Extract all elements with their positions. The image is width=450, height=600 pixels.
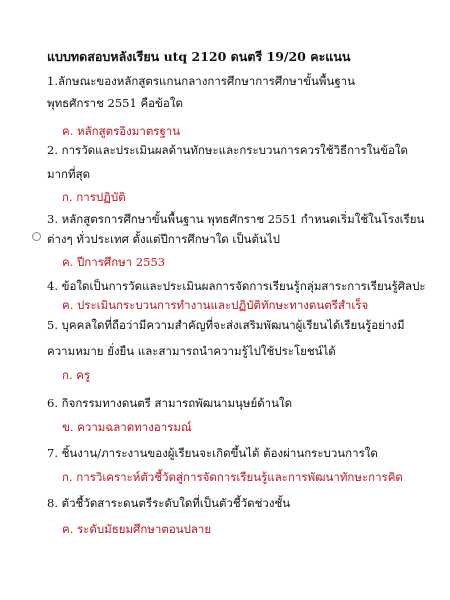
answer-5: ก. ครู: [62, 368, 91, 382]
question-6-line-1: 6. กิจกรรมทางดนตรี สามารถพัฒนามนุษย์ด้านใด: [47, 396, 293, 410]
answer-3: ค. ปีการศึกษา 2553: [62, 255, 166, 269]
question-8-line-1: 8. ตัวชี้วัดสาระดนตรีระดับใดที่เป็นตัวชี้วัดช่วงชั้น: [47, 496, 291, 510]
answer-6: ข. ความฉลาดทางอารมณ์: [62, 420, 192, 434]
answer-7: ก. การวิเคราะห์ตัวชี้วัดสู่การจัดการเรียนรู้และการพัฒนาทักษะการคิด: [62, 470, 403, 484]
question-1-line-1: 1.ลักษณะของหลักสูตรแกนกลางการศึกษาการศึกษาขั้นพื้นฐาน: [47, 74, 355, 88]
page-title: แบบทดสอบหลังเรียน utq 2120 ดนตรี 19/20 คะแนน: [47, 49, 351, 64]
question-7-line-1: 7. ชิ้นงาน/ภาระงานของผู้เรียนจะเกิดขึ้นได้ ต้องผ่านกระบวนการใด: [47, 446, 378, 460]
question-2-line-1: 2. การวัดและประเมินผลด้านทักษะและกระบวนการควรใช้วิธีการในข้อใด: [47, 143, 409, 157]
question-5-line-2: ความหมาย ยั่งยืน และสามารถนำความรู้ไปใช้ประโยชน์ได้: [47, 344, 336, 358]
margin-circle-icon: [32, 232, 41, 241]
question-5-line-1: 5. บุคคลใดที่ถือว่ามีความสำคัญที่จะส่งเสริมพัฒนาผู้เรียนได้เรียนรู้อย่างมี: [47, 318, 405, 332]
question-3-line-1: 3. หลักสูตรการศึกษาขั้นพื้นฐาน พุทธศักราช 2551 กำหนดเริ่มใช้ในโรงเรียน: [47, 212, 425, 226]
answer-2: ก. การปฏิบัติ: [62, 190, 126, 204]
question-1-line-2: พุทธศักราช 2551 คือข้อใด: [47, 96, 183, 110]
answer-8: ค. ระดับมัธยมศึกษาตอนปลาย: [62, 522, 212, 536]
answer-1: ค. หลักสูตรอิงมาตรฐาน: [62, 124, 181, 138]
answer-4: ค. ประเมินกระบวนการทำงานและปฏิบัติทักษะทางดนตรีสำเร็จ: [62, 298, 369, 312]
question-3-line-2: ต่างๆ ทั่วประเทศ ตั้งแต่ปีการศึกษาใด เป็นต้นไป: [47, 232, 280, 246]
question-4-line-1: 4. ข้อใดเป็นการวัดและประเมินผลการจัดการเรียนรู้กลุ่มสาระการเรียนรู้ศิลปะ: [47, 279, 426, 293]
question-2-line-2: มากที่สุด: [47, 167, 91, 181]
